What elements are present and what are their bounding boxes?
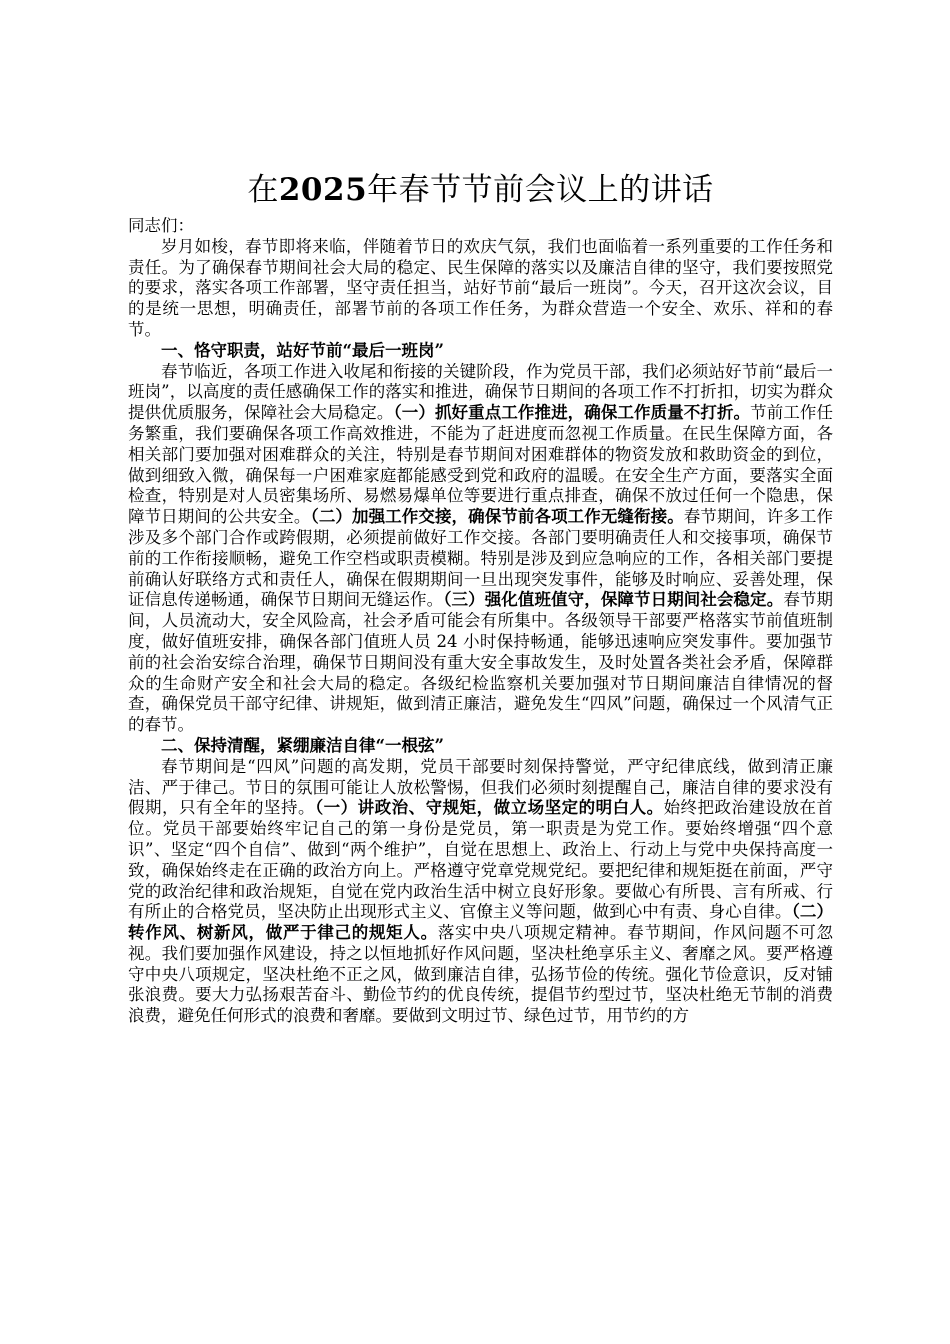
section-2-subheading-1: （一）讲政治、守规矩，做立场坚定的明白人。: [314, 798, 664, 818]
section-1-heading: 一、恪守职责，站好节前“最后一班岗”: [161, 340, 444, 360]
section-2-text-1: 春节期间是“四风”问题的高发期，党员干部要时刻保持警觉，严守纪律底线，做到清正廉洁、严于律己。节日的氛围可能让人放松警惕，但我们必须时刻提醒自己，廉洁自律的要求没有假期，只有全年的坚持。: [128, 756, 833, 818]
section-1-text-1: 春节临近，各项工作进入收尾和衔接的关键阶段，作为党员干部，我们必须站好节前“最后一班岗”，以高度的责任感确保工作的落实和推进，确保节日期间的各项工作不打折扣，切实为群众提供优质服务，保障社会大局稳定。: [128, 361, 833, 423]
document-page: [128, 168, 833, 1027]
section-1-subheading-1: （一）抓好重点工作推进，确保工作质量不打折。: [393, 403, 751, 423]
section-2-subheading-2: （二）转作风、树新风，做严于律己的规矩人。: [128, 902, 834, 943]
section-2-text-2: 始终把政治建设放在首位。党员干部要始终牢记自己的第一身份是党员，第一职责是为党工作。要始终增强“四个意识”、坚定“四个自信”、做到“两个维护”，自觉在思想上、政治上、行动上与党中央保持高度一致，确保始终走在正确的政治方向上。严格遵守党章党规党纪。要把纪律和规矩挺在前面，严守党的政治纪律和政治规矩，自觉在党内政治生活中树立良好形象。要做心有所畏、言有所戒、行有所止的合格党员，坚决防止出现形式主义、官僚主义等问题，做到心中有责、身心自律。: [128, 798, 834, 922]
section-1-subheading-2: （二）加强工作交接，确保节前各项工作无缝衔接。: [310, 507, 684, 527]
section-1-body: [128, 362, 833, 736]
section-2-heading: 二、保持清醒，紧绷廉洁自律“一根弦”: [161, 735, 444, 755]
intro-paragraph: 岁月如梭，春节即将来临，伴随着节日的欢庆气氛，我们也面临着一系列重要的工作任务和责任。为了确保春节期间社会大局的稳定、民生保障的落实以及廉洁自律的坚守，我们要按照党的要求，落实各项工作部署，坚守责任担当，站好节前“最后一班岗”。今天，召开这次会议，目的是统一思想，明确责任，部署节前的各项工作任务，为群众营造一个安全、欢乐、祥和的春节。: [128, 236, 833, 339]
title-prefix: 在: [247, 172, 279, 208]
section-1-subheading-3: （三）强化值班值守，保障节日期间社会稳定。: [443, 590, 784, 610]
section-2-body: [128, 757, 833, 1027]
section-1-text-3: 春节期间，许多工作涉及多个部门合作或跨假期，必须提前做好工作交接。各部门要明确责任人和交接事项，确保节前的工作衔接顺畅，避免工作空档或职责模糊。特别是涉及到应急响应的工作，各相关部门要提前确认好联络方式和责任人，确保在假期期间一旦出现突发事件，能够及时响应、妥善处理，保证信息传递畅通，确保节日期间无缝运作。: [128, 507, 834, 610]
section-1-text-2: 节前工作任务繁重，我们要确保各项工作高效推进，不能为了赶进度而忽视工作质量。在民生保障方面，各相关部门要加强对困难群众的关注，特别是春节期间对困难群体的物资发放和救助资金的到位，做到细致入微，确保每一户困难家庭都能感受到党和政府的温暖。在安全生产方面，要落实全面检查，特别是对人员密集场所、易燃易爆单位等要进行重点排查，确保不放过任何一个隐患，保障节日期间的公共安全。: [128, 403, 834, 527]
section-1-text-4: 春节期间，人员流动大，安全风险高，社会矛盾可能会有所集中。各级领导干部要严格落实节前值班制度，做好值班安排，确保各部门值班人员 24 小时保持畅通，能够迅速响应突发事件。要加强节前的社会治安综合治理，确保节日期间没有重大安全事故发生，及时处置各类社会矛盾，保障群众的生命财产安全和社会大局的稳定。各级纪检监察机关要加强对节日期间廉洁自律情况的督查，确保党员干部守纪律、讲规矩，做到清正廉洁，避免发生“四风”问题，确保过一个风清气正的春节。: [128, 590, 834, 735]
page-title: [128, 168, 833, 212]
section-2-text-3: 落实中央八项规定精神。春节期间，作风问题不可忽视。我们要加强作风建设，持之以恒地抓好作风问题，坚决杜绝享乐主义、奢靡之风。要严格遵守中央八项规定，坚决杜绝不正之风，做到廉洁自律，弘扬节俭的传统。强化节俭意识，反对铺张浪费。要大力弘扬艰苦奋斗、勤俭节约的优良传统，提倡节约型过节，坚决杜绝无节制的消费浪费，避免任何形式的浪费和奢靡。要做到文明过节、绿色过节，用节约的方: [128, 923, 834, 1026]
title-year: 2025: [278, 172, 368, 208]
salutation: 同志们：: [128, 216, 194, 235]
title-suffix: 年春节节前会议上的讲话: [367, 172, 714, 208]
